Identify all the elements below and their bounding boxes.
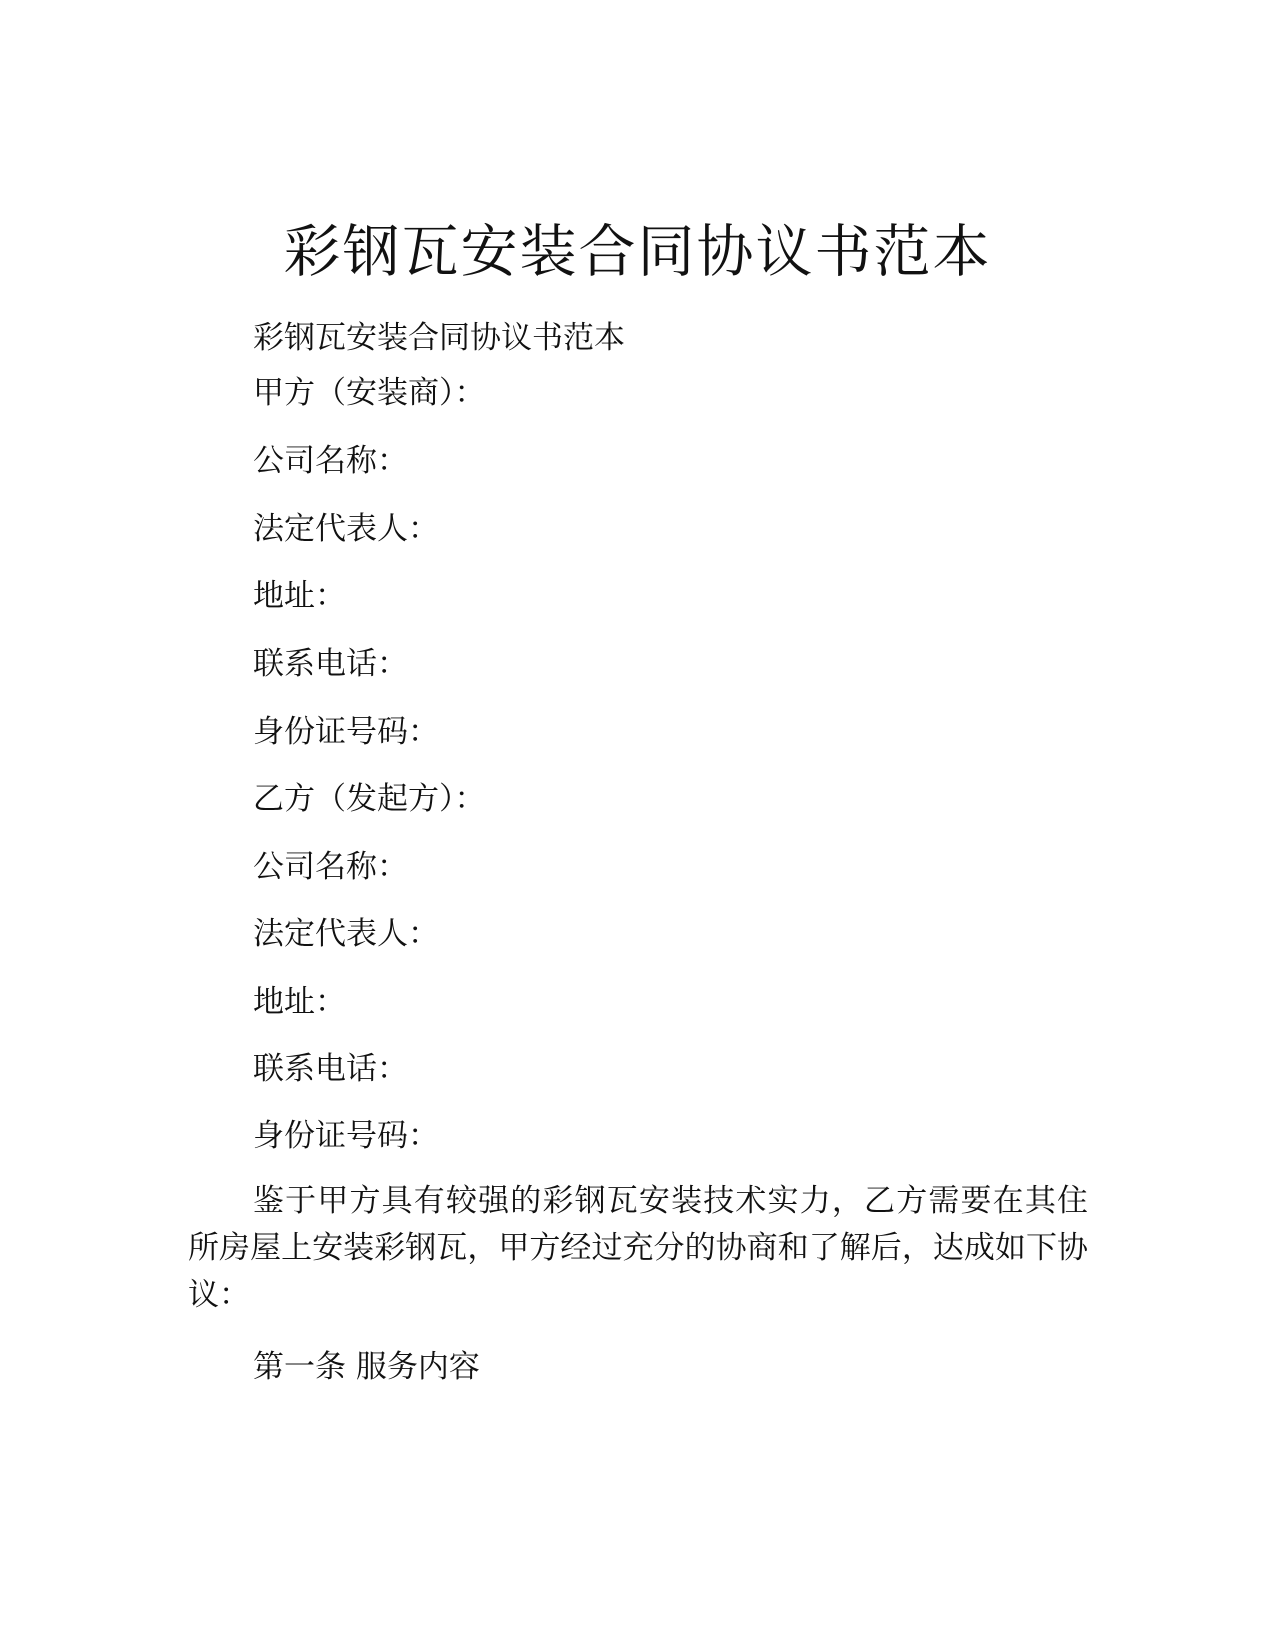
- preamble-paragraph: 鉴于甲方具有较强的彩钢瓦安装技术实力，乙方需要在其住所房屋上安装彩钢瓦，甲方经过充分的协商和了解后，达成如下协议：: [188, 1183, 1088, 1313]
- party-a-address-field: 地址：: [253, 578, 346, 614]
- document-title: 彩钢瓦安装合同协议书范本: [283, 219, 992, 285]
- party-b-phone-field: 联系电话：: [253, 1051, 408, 1087]
- party-a-phone-field: 联系电话：: [253, 646, 408, 682]
- party-a-company-field: 公司名称：: [253, 443, 408, 479]
- party-b-id-field: 身份证号码：: [253, 1118, 439, 1154]
- party-a-representative-field: 法定代表人：: [253, 511, 439, 547]
- party-b-representative-field: 法定代表人：: [253, 916, 439, 952]
- party-b-heading: 乙方（发起方）：: [253, 781, 486, 817]
- article-1-heading: 第一条 服务内容: [253, 1349, 480, 1385]
- party-b-company-field: 公司名称：: [253, 849, 408, 885]
- party-b-address-field: 地址：: [253, 984, 346, 1020]
- party-a-id-field: 身份证号码：: [253, 714, 439, 750]
- document-subtitle: 彩钢瓦安装合同协议书范本: [253, 320, 625, 356]
- party-a-heading: 甲方（安装商）：: [253, 375, 486, 411]
